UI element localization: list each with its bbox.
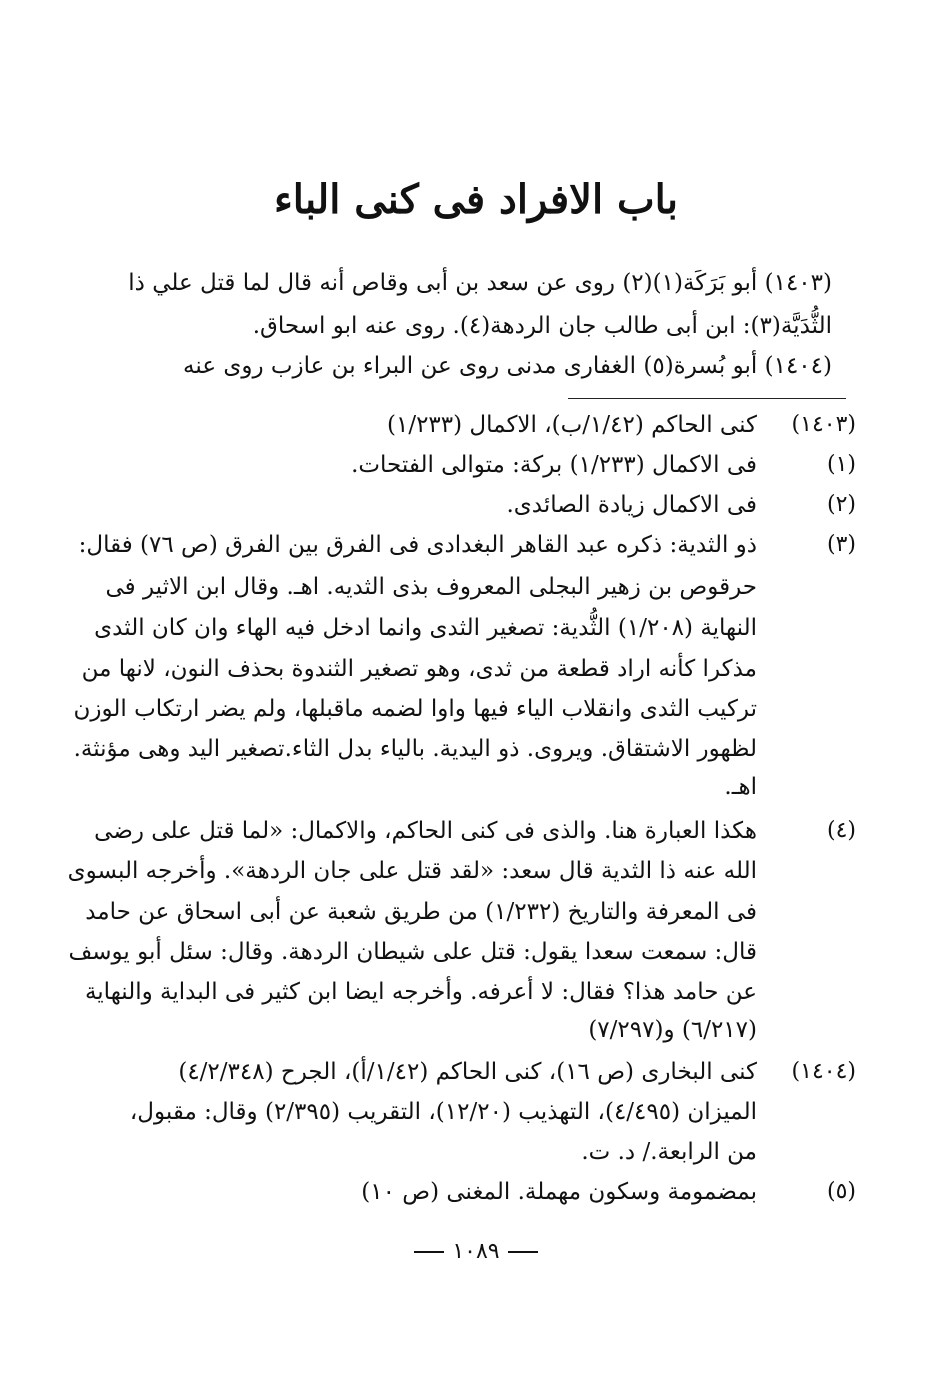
footnote-line: عن حامد هذا؟ فقال: لا أعرفه. وأخرجه ايضا ابن كثير فى البداية والنهاية xyxy=(84,979,757,1005)
chapter-title: باب الافراد فى كنى الباء xyxy=(273,176,678,223)
footnote-line: لظهور الاشتقاق. ويروى. ذو اليدية. بالياء بدل الثاء.تصغير اليد وهى مؤنثة. xyxy=(73,736,757,762)
page-number-text: ١٠٨٩ xyxy=(452,1239,500,1264)
page-number-dash xyxy=(508,1251,538,1253)
main-text-line: الثُّدَيَّة(٣): ابن أبى طالب جان الردهة(٤). روى عنه ابو اسحاق. xyxy=(252,313,832,339)
footnote-line: (٦/٢١٧) و(٧/٢٩٧) xyxy=(588,1017,757,1043)
footnote-separator xyxy=(568,398,846,399)
footnote-number: (١) xyxy=(826,452,856,477)
footnote-number: (١٤٠٣) xyxy=(791,412,856,437)
footnote-line: قال: سمعت سعدا يقول: قتل على شيطان الردهة. وقال: سئل أبو يوسف xyxy=(68,939,757,965)
footnote-line: الميزان (٤/٤٩٥)، التهذيب (١٢/٢٠)، التقريب (٢/٣٩٥) وقال: مقبول، xyxy=(129,1099,757,1125)
footnote-line: تركيب الثدى وانقلاب الياء فيها واوا لضمه ماقبلها، ولم يضر ارتكاب الوزن xyxy=(73,696,757,722)
footnote-line: فى المعرفة والتاريخ (١/٢٣٢) من طريق شعبة عن أبى اسحاق عن حامد xyxy=(85,899,757,925)
footnote-line: كنى البخارى (ص ١٦)، كنى الحاكم (١/٤٢/أ)، الجرح (٤/٢/٣٤٨) xyxy=(178,1059,757,1085)
footnote-line: النهاية (١/٢٠٨) الثُّدية: تصغير الثدى وانما ادخل فيه الهاء وان كان الثدى xyxy=(94,615,757,641)
page-number-dash xyxy=(414,1251,444,1253)
footnote-line: الله عنه ذا الثدية قال سعد: «لقد قتل على جان الردهة». وأخرجه البسوى xyxy=(67,858,757,884)
footnote-number: (٥) xyxy=(826,1179,856,1204)
footnote-number: (١٤٠٤) xyxy=(791,1059,856,1084)
footnote-number: (٢) xyxy=(826,492,856,517)
footnote-line: بمضمومة وسكون مهملة. المغنى (ص ١٠) xyxy=(361,1179,757,1205)
footnote-line: مذكرا كأنه اراد قطعة من ثدى، وهو تصغير الثندوة بحذف النون، لانها من xyxy=(81,656,757,682)
footnote-line: ذو الثدية: ذكره عبد القاهر البغدادى فى الفرق بين الفرق (ص ٧٦) فقال: xyxy=(78,532,757,558)
footnote-line: اهـ. xyxy=(724,774,757,800)
page-number xyxy=(0,1237,952,1267)
main-text-line: (١٤٠٣) أبو بَرَكَة(١)(٢) روى عن سعد بن أبى وقاص أنه قال لما قتل علي ذا xyxy=(128,270,832,296)
main-text-line: (١٤٠٤) أبو بُسرة(٥) الغفارى مدنى روى عن البراء بن عازب روى عنه xyxy=(183,353,832,379)
footnote-line: فى الاكمال (١/٢٣٣) بركة: متوالى الفتحات. xyxy=(351,452,757,478)
footnote-line: فى الاكمال زيادة الصائدى. xyxy=(506,492,757,518)
footnote-line: هكذا العبارة هنا. والذى فى كنى الحاكم، والاكمال: «لما قتل على رضى xyxy=(94,818,757,844)
footnote-line: حرقوص بن زهير البجلى المعروف بذى الثديه. اهـ. وقال ابن الاثير فى xyxy=(105,574,757,600)
footnote-line: من الرابعة./ د. ت. xyxy=(581,1139,757,1165)
footnote-number: (٣) xyxy=(826,532,856,557)
footnote-line: كنى الحاكم (١/٤٢/ب)، الاكمال (١/٢٣٣) xyxy=(386,412,757,438)
footnote-number: (٤) xyxy=(826,818,856,843)
